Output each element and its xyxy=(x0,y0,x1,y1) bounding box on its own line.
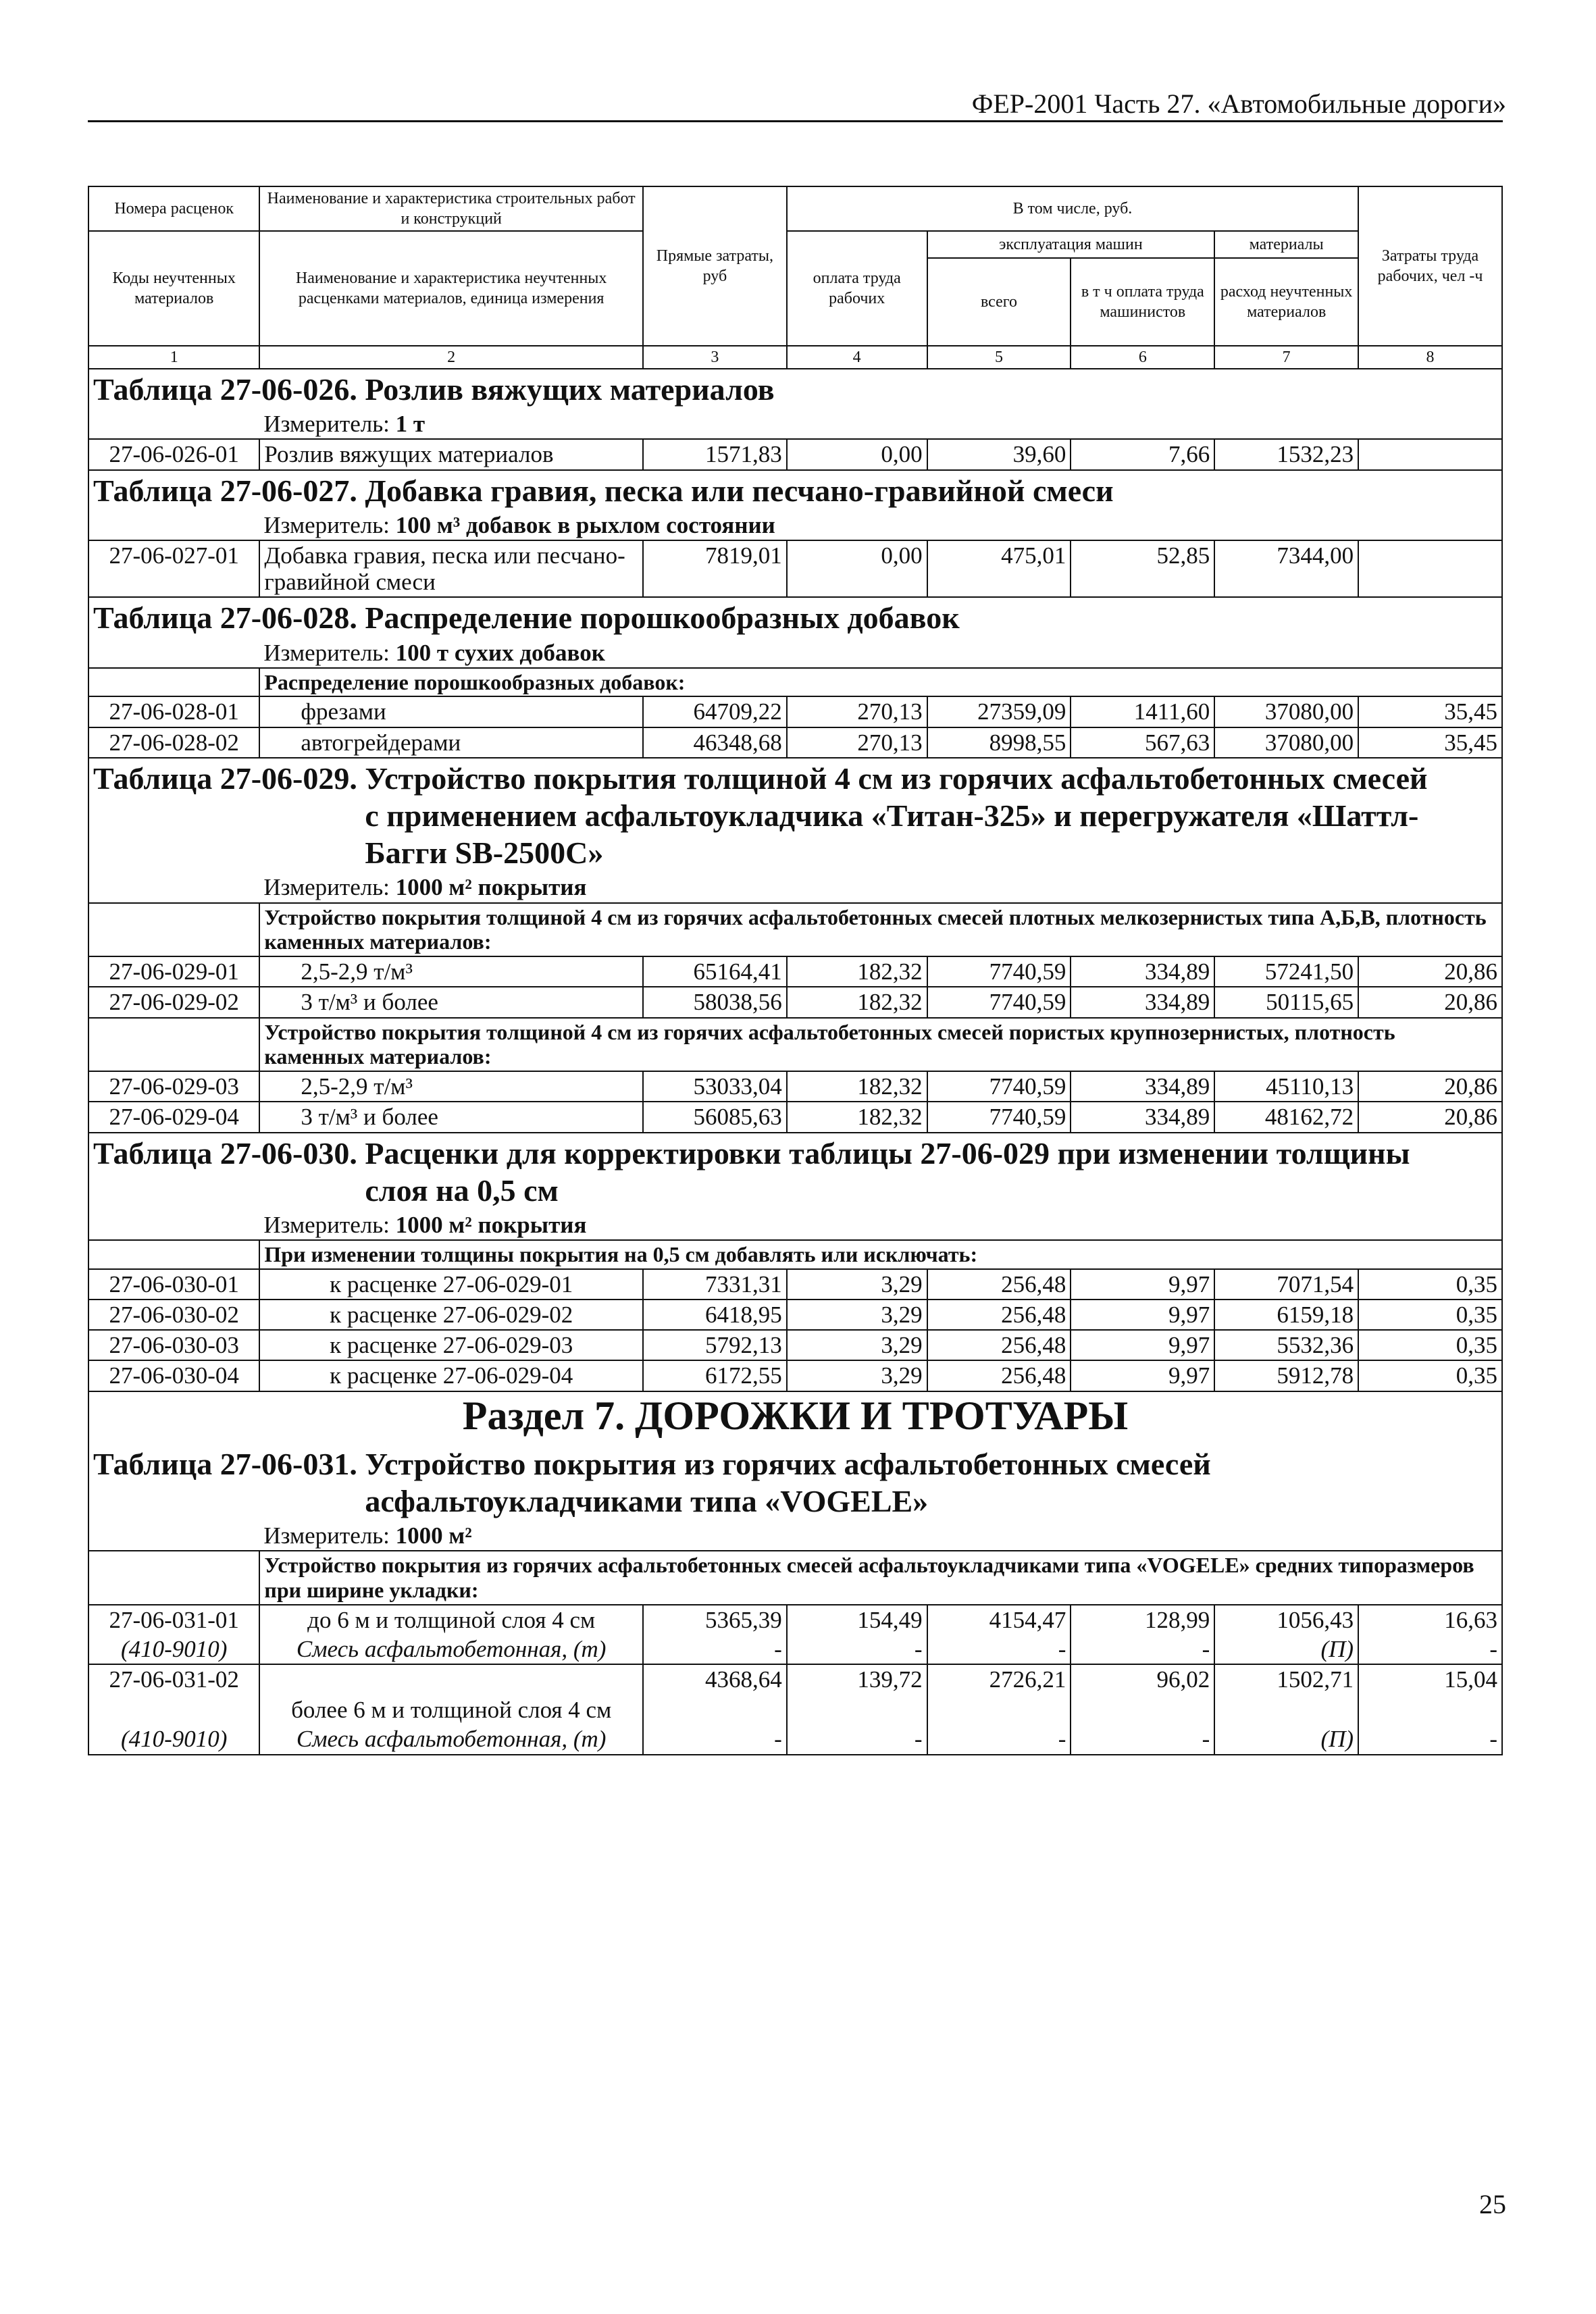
col-number: 4 xyxy=(787,346,927,369)
subheader: При изменении толщины покрытия на 0,5 см добавлять или исключать: xyxy=(259,1240,1502,1269)
head-material-codes: Коды неучтенных материалов xyxy=(88,231,259,346)
table-row: 27-06-030-02 к расценке 27-06-029-02 6418,95 3,29 256,48 9,97 6159,18 0,35 xyxy=(88,1300,1502,1330)
header-rule xyxy=(88,120,1503,122)
page-number: 25 xyxy=(1479,2189,1506,2219)
table-head xyxy=(88,186,1502,369)
subheader: Устройство покрытия из горячих асфальтобетонных смесей асфальтоукладчиками типа «VOGELE» средних типоразмеров при ширине укладки: xyxy=(259,1551,1502,1605)
col-number: 3 xyxy=(643,346,787,369)
table-row: 27-06-028-02 автогрейдерами 46348,68 270,13 8998,55 567,63 37080,00 35,45 xyxy=(88,727,1502,758)
measure-unit: Измеритель: 1000 м² покрытия xyxy=(259,873,1502,902)
table-title: Таблица 27-06-028. Распределение порошкообразных добавок xyxy=(88,597,1502,638)
measure-unit: Измеритель: 1 т xyxy=(259,409,1502,439)
head-work-name: Наименование и характеристика строительных работ и конструкций xyxy=(259,186,643,231)
table-row: 27-06-029-03 2,5-2,9 т/м³ 53033,04 182,32 7740,59 334,89 45110,13 20,86 xyxy=(88,1071,1502,1102)
measure-unit: Измеритель: 100 т сухих добавок xyxy=(259,638,1502,668)
col-number: 2 xyxy=(259,346,643,369)
head-machines: эксплуатация машин xyxy=(927,231,1215,258)
head-labor-pay: оплата труда рабочих xyxy=(787,231,927,346)
table-title: Таблица 27-06-031. Устройство покрытия из горячих асфальтобетонных смесей асфальтоукладчиками типа «VOGELE» xyxy=(88,1440,1502,1521)
table-row: 27-06-029-04 3 т/м³ и более 56085,63 182,32 7740,59 334,89 48162,72 20,86 xyxy=(88,1102,1502,1132)
table-title: Таблица 27-06-030. Расценки для корректировки таблицы 27-06-029 при изменении толщины слоя на 0,5 см xyxy=(88,1133,1502,1210)
head-operator-pay: в т ч оплата труда машинистов xyxy=(1071,258,1214,346)
page-header: ФЕР-2001 Часть 27. «Автомобильные дороги» xyxy=(971,88,1506,119)
measure-unit: Измеритель: 1000 м² покрытия xyxy=(259,1210,1502,1240)
table-title: Таблица 27-06-026. Розлив вяжущих материалов xyxy=(88,369,1502,409)
head-machines-total: всего xyxy=(927,258,1071,346)
table-row: 27-06-031-01 до 6 м и толщиной слоя 4 см 5365,39 154,49 4154,47 128,99 1056,43 16,63 xyxy=(88,1605,1502,1635)
subheader: Устройство покрытия толщиной 4 см из горячих асфальтобетонных смесей пористых крупнозернистых, плотность каменных материалов: xyxy=(259,1018,1502,1072)
head-direct-costs: Прямые затраты, руб xyxy=(643,186,787,346)
head-material-names: Наименование и характеристика неучтенных расценками материалов, единица измерения xyxy=(259,231,643,346)
head-materials: материалы xyxy=(1214,231,1358,258)
col-number: 8 xyxy=(1358,346,1502,369)
table-row: 27-06-029-02 3 т/м³ и более 58038,56 182,32 7740,59 334,89 50115,65 20,86 xyxy=(88,987,1502,1017)
col-number: 1 xyxy=(88,346,259,369)
col-number: 6 xyxy=(1071,346,1214,369)
material-row: (410-9010) Смесь асфальтобетонная, (т) - - - - (П) - xyxy=(88,1635,1502,1664)
head-labor-hours: Затраты труда рабочих, чел -ч xyxy=(1358,186,1502,346)
table-row: 27-06-030-01 к расценке 27-06-029-01 7331,31 3,29 256,48 9,97 7071,54 0,35 xyxy=(88,1269,1502,1300)
head-rate-numbers: Номера расценок xyxy=(88,186,259,231)
subheader: Устройство покрытия толщиной 4 см из горячих асфальтобетонных смесей плотных мелкозернистых типа А,Б,В, плотность каменных материалов: xyxy=(259,903,1502,957)
table-title: Таблица 27-06-027. Добавка гравия, песка или песчано-гравийной смеси xyxy=(88,470,1502,511)
table-title: Таблица 27-06-029. Устройство покрытия толщиной 4 см из горячих асфальтобетонных смесей с применением асфальтоукладчика «Титан-325» и перегружателя «Шаттл-Багги SB-2500C» xyxy=(88,758,1502,873)
table-row: 27-06-029-01 2,5-2,9 т/м³ 65164,41 182,32 7740,59 334,89 57241,50 20,86 xyxy=(88,956,1502,987)
table-row: 27-06-031-02 более 6 м и толщиной слоя 4 см 4368,64 139,72 2726,21 96,02 1502,71 15,04 xyxy=(88,1664,1502,1724)
measure-unit: Измеритель: 1000 м² xyxy=(259,1521,1502,1551)
section-title: Раздел 7. ДОРОЖКИ И ТРОТУАРЫ xyxy=(88,1391,1502,1440)
subheader: Распределение порошкообразных добавок: xyxy=(259,668,1502,697)
table-row: 27-06-027-01 Добавка гравия, песка или песчано-гравийной смеси 7819,01 0,00 475,01 52,85 7344,00 xyxy=(88,540,1502,597)
col-number: 5 xyxy=(927,346,1071,369)
head-material-usage: расход неучтенных материалов xyxy=(1214,258,1358,346)
measure-unit: Измеритель: 100 м³ добавок в рыхлом состоянии xyxy=(259,511,1502,540)
price-table xyxy=(88,186,1503,1755)
table-row: 27-06-028-01 фрезами 64709,22 270,13 27359,09 1411,60 37080,00 35,45 xyxy=(88,696,1502,727)
material-row: (410-9010) Смесь асфальтобетонная, (т) - - - - (П) - xyxy=(88,1724,1502,1754)
table-row: 27-06-026-01 Розлив вяжущих материалов 1571,83 0,00 39,60 7,66 1532,23 xyxy=(88,439,1502,469)
col-number: 7 xyxy=(1214,346,1358,369)
table-row: 27-06-030-04 к расценке 27-06-029-04 6172,55 3,29 256,48 9,97 5912,78 0,35 xyxy=(88,1360,1502,1391)
table-row: 27-06-030-03 к расценке 27-06-029-03 5792,13 3,29 256,48 9,97 5532,36 0,35 xyxy=(88,1330,1502,1360)
head-including: В том числе, руб. xyxy=(787,186,1358,231)
